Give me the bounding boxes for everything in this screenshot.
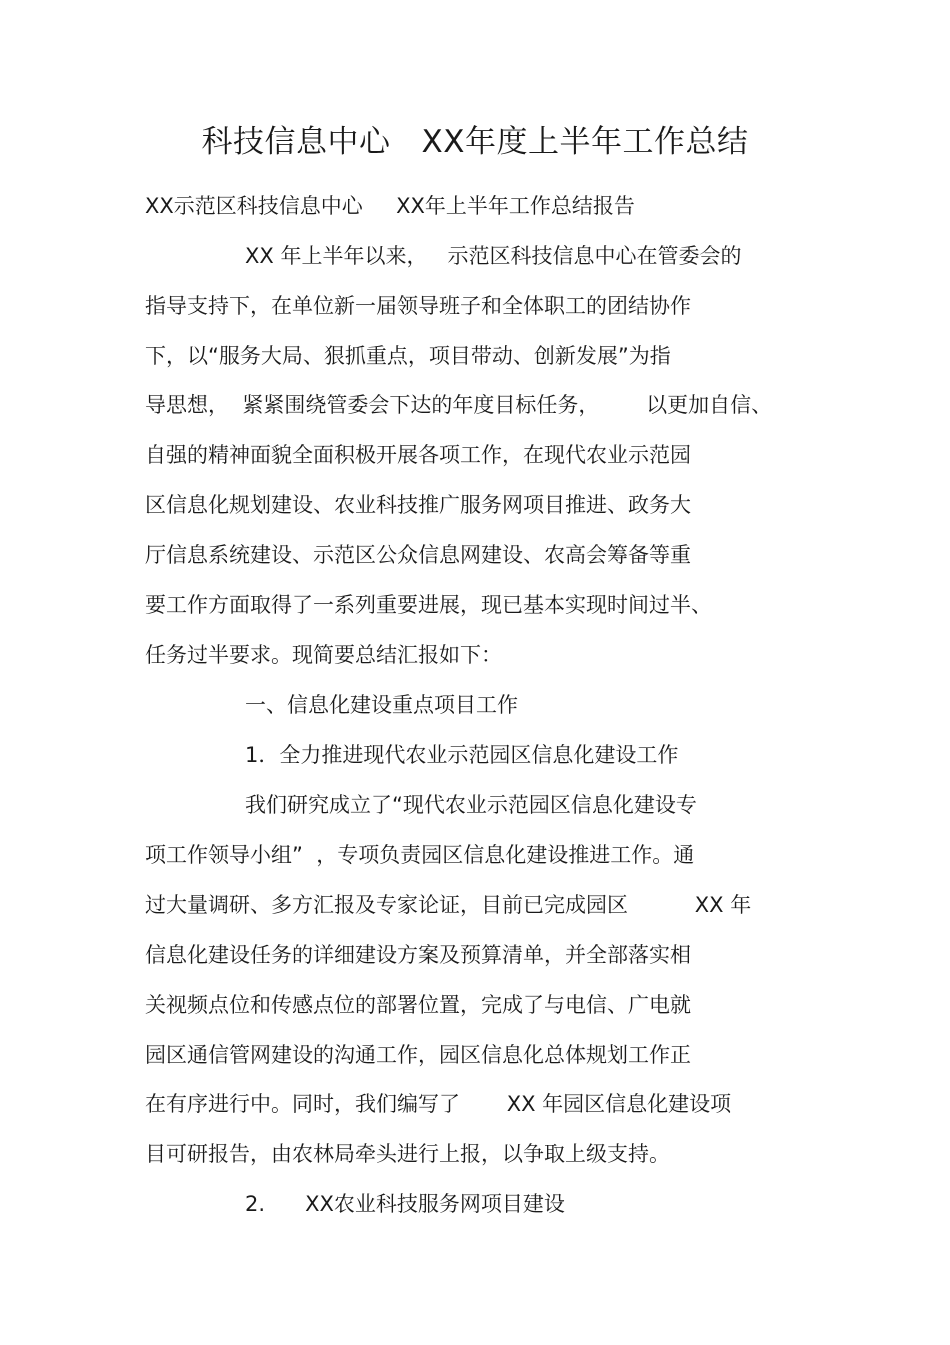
paragraph-line: 过大量调研、多方汇报及专家论证，目前已完成园区 XX 年 (145, 893, 752, 917)
document-subtitle: XX示范区科技信息中心 XX年上半年工作总结报告 (145, 194, 635, 218)
paragraph-line: 目可研报告，由农林局牵头进行上报，以争取上级支持。 (145, 1142, 670, 1166)
paragraph-line: 园区通信管网建设的沟通工作，园区信息化总体规划工作正 (145, 1043, 691, 1067)
paragraph-line: 在有序进行中。同时，我们编写了 XX 年园区信息化建设项 (145, 1092, 732, 1116)
paragraph-line: 自强的精神面貌全面积极开展各项工作，在现代农业示范园 (145, 443, 691, 467)
item-heading: 2. XX农业科技服务网项目建设 (245, 1192, 565, 1216)
paragraph-line: 指导支持下，在单位新一届领导班子和全体职工的团结协作 (145, 294, 691, 318)
paragraph-line: 任务过半要求。现简要总结汇报如下： (145, 643, 502, 667)
paragraph-line: 下，以“服务大局、狠抓重点，项目带动、创新发展”为指 (145, 344, 671, 368)
document-title: 科技信息中心 XX年度上半年工作总结 (201, 124, 749, 160)
paragraph-line: 导思想， 紧紧围绕管委会下达的年度目标任务， 以更加自信、 (145, 393, 773, 417)
paragraph-line: 信息化建设任务的详细建设方案及预算清单，并全部落实相 (145, 943, 691, 967)
paragraph-line: 区信息化规划建设、农业科技推广服务网项目推进、政务大 (145, 493, 691, 517)
paragraph-line: 厅信息系统建设、示范区公众信息网建设、农高会筹备等重 (145, 543, 691, 567)
paragraph-line: 项工作领导小组” ，专项负责园区信息化建设推进工作。通 (145, 843, 695, 867)
section-heading: 一、信息化建设重点项目工作 (245, 693, 518, 717)
paragraph-line: 我们研究成立了“现代农业示范园区信息化建设专 (245, 793, 697, 817)
paragraph-line: 关视频点位和传感点位的部署位置，完成了与电信、广电就 (145, 993, 691, 1017)
paragraph-line: 要工作方面取得了一系列重要进展，现已基本实现时间过半、 (145, 593, 712, 617)
paragraph-line: XX 年上半年以来， 示范区科技信息中心在管委会的 (245, 244, 742, 268)
item-heading: 1．全力推进现代农业示范园区信息化建设工作 (245, 743, 679, 767)
